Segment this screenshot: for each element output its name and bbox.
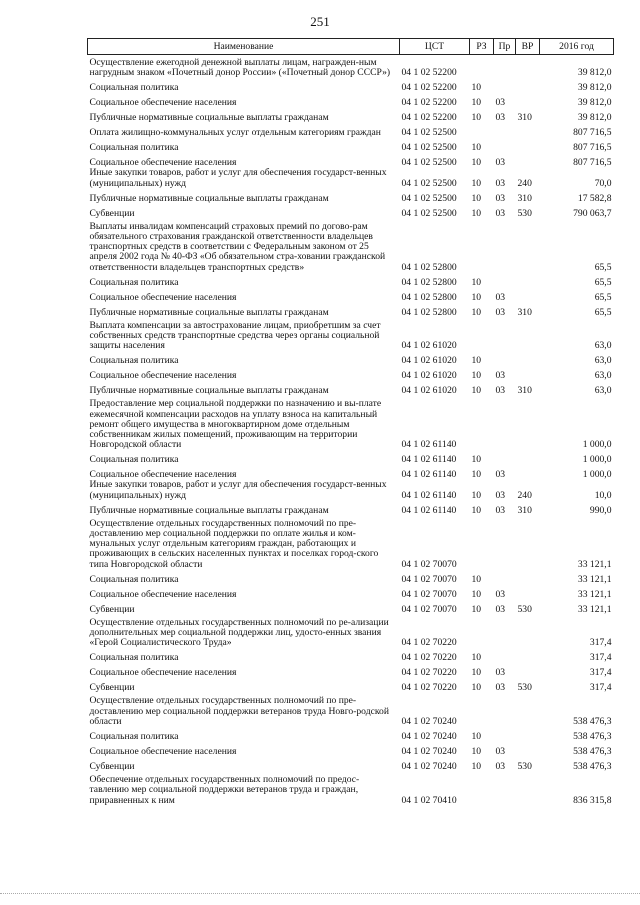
row-pr: 03: [495, 760, 506, 772]
row-pr: [494, 570, 516, 585]
row-amount: 807 716,5: [573, 142, 612, 154]
header-pr: Пр: [494, 39, 516, 55]
row-name: Социальное обеспечение населения: [89, 97, 237, 109]
row-name: Социальная политика: [89, 730, 179, 742]
budget-table: [87, 38, 614, 806]
table-row: [88, 108, 614, 123]
row-amount: 39 812,0: [577, 67, 612, 79]
row-pr: 03: [495, 370, 506, 382]
table-row: [88, 189, 614, 204]
row-vr: [516, 693, 540, 727]
row-cst: 04 1 02 52500: [401, 177, 457, 189]
row-rz: 10: [471, 588, 482, 600]
table-row: [88, 55, 614, 79]
row-amount: 63,0: [594, 385, 612, 397]
row-vr: [516, 585, 540, 600]
row-amount: 63,0: [594, 355, 612, 367]
row-rz: [470, 55, 494, 79]
row-amount: 65,5: [594, 261, 612, 273]
row-vr: 530: [517, 682, 532, 694]
row-name: Социальное обеспечение населения: [89, 157, 237, 169]
row-amount: 1 000,0: [582, 454, 612, 466]
row-rz: 10: [471, 97, 482, 109]
row-rz: [470, 123, 494, 138]
row-vr: [516, 55, 540, 79]
row-name: Иные закупки товаров, работ и услуг для обеспечения государст-венных (муниципальных) нужд: [89, 167, 387, 189]
table-row: [88, 480, 614, 500]
row-amount: 990,0: [589, 504, 612, 516]
table-header: [88, 39, 614, 55]
row-name: Выплата компенсации за автострахование лицам, приобретшим за счет собственных средств транспортные средства через органы социальной защиты населения: [89, 319, 381, 352]
row-amount: 33 121,1: [577, 588, 612, 600]
row-pr: [494, 727, 516, 742]
row-pr: 03: [495, 291, 506, 303]
row-vr: 310: [517, 385, 532, 397]
row-vr: [516, 93, 540, 108]
row-name: Публичные нормативные социальные выплаты гражданам: [89, 306, 329, 318]
row-pr: 03: [495, 112, 506, 124]
row-vr: [516, 288, 540, 303]
row-cst: 04 1 02 52800: [401, 261, 457, 273]
row-amount: 317,4: [589, 667, 612, 679]
row-rz: 10: [471, 469, 482, 481]
row-pr: [494, 55, 516, 79]
row-rz: 10: [471, 504, 482, 516]
header-vr: ВР: [516, 39, 540, 55]
row-rz: 10: [471, 489, 482, 501]
row-vr: 310: [517, 306, 532, 318]
row-cst: 04 1 02 70240: [401, 730, 457, 742]
row-rz: 10: [471, 276, 482, 288]
row-name: Субвенции: [89, 207, 135, 219]
table-row: [88, 78, 614, 93]
row-amount: 39 812,0: [577, 112, 612, 124]
row-pr: [494, 138, 516, 153]
table-row: [88, 351, 614, 366]
row-amount: 33 121,1: [577, 603, 612, 615]
row-cst: 04 1 02 70240: [401, 760, 457, 772]
row-name: Осуществление отдельных государственных полномочий по ре-ализации дополнительных мер социальной поддержки лиц, удосто-енных звания «Герой Социалистического Труда»: [89, 616, 389, 649]
row-name: Социальное обеспечение населения: [89, 370, 237, 382]
header-year: 2016 год: [540, 39, 614, 55]
row-amount: 538 476,3: [573, 730, 612, 742]
row-rz: 10: [471, 207, 482, 219]
row-vr: 530: [517, 207, 532, 219]
row-amount: 1 000,0: [582, 469, 612, 481]
table-row: [88, 648, 614, 663]
row-vr: [516, 153, 540, 168]
row-name: Социальное обеспечение населения: [89, 588, 237, 600]
row-amount: 807 716,5: [573, 157, 612, 169]
table-row: [88, 615, 614, 649]
table-row: [88, 570, 614, 585]
table-row: [88, 757, 614, 772]
row-pr: [494, 516, 516, 570]
row-vr: [516, 727, 540, 742]
header-name: Наименование: [88, 39, 400, 55]
row-cst: 04 1 02 70410: [401, 794, 457, 806]
row-vr: [516, 742, 540, 757]
row-amount: 65,5: [594, 276, 612, 288]
row-vr: 310: [517, 192, 532, 204]
row-cst: 04 1 02 61140: [401, 489, 457, 501]
row-amount: 70,0: [594, 177, 612, 189]
row-vr: 310: [517, 504, 532, 516]
row-pr: 03: [495, 489, 506, 501]
row-cst: 04 1 02 52800: [401, 276, 457, 288]
table-row: [88, 727, 614, 742]
table-row: [88, 381, 614, 396]
table-row: [88, 450, 614, 465]
row-vr: [516, 772, 540, 806]
row-rz: [470, 693, 494, 727]
row-pr: 03: [495, 504, 506, 516]
row-cst: 04 1 02 52500: [401, 192, 457, 204]
row-name: Публичные нормативные социальные выплаты гражданам: [89, 192, 329, 204]
row-pr: [494, 78, 516, 93]
row-cst: 04 1 02 61020: [401, 385, 457, 397]
row-cst: 04 1 02 52500: [401, 157, 457, 169]
table-row: [88, 168, 614, 188]
row-amount: 39 812,0: [577, 82, 612, 94]
row-rz: [470, 516, 494, 570]
row-cst: 04 1 02 52500: [401, 142, 457, 154]
row-pr: 03: [495, 306, 506, 318]
row-cst: 04 1 02 61140: [401, 504, 457, 516]
row-vr: [516, 516, 540, 570]
row-name: Осуществление отдельных государственных полномочий по пре-доставлению мер социальной поддержки ветеранов труда Новго-родской области: [89, 695, 389, 727]
row-amount: 63,0: [594, 370, 612, 382]
row-rz: [470, 396, 494, 450]
row-name: Иные закупки товаров, работ и услуг для обеспечения государст-венных (муниципальных) нужд: [89, 479, 387, 501]
table-row: [88, 516, 614, 570]
row-rz: 10: [471, 157, 482, 169]
row-rz: 10: [471, 82, 482, 94]
header-rz: РЗ: [470, 39, 494, 55]
table-row: [88, 123, 614, 138]
row-rz: [470, 219, 494, 273]
row-vr: [516, 450, 540, 465]
row-vr: [516, 351, 540, 366]
table-row: [88, 772, 614, 806]
table-row: [88, 303, 614, 318]
row-name: Социальное обеспечение населения: [89, 667, 237, 679]
row-amount: 65,5: [594, 306, 612, 318]
table-row: [88, 204, 614, 219]
row-pr: 03: [495, 207, 506, 219]
row-pr: 03: [495, 682, 506, 694]
row-pr: [494, 219, 516, 273]
row-cst: 04 1 02 52800: [401, 291, 457, 303]
table-row: [88, 273, 614, 288]
row-name: Социальная политика: [89, 276, 179, 288]
table-row: [88, 663, 614, 678]
row-cst: 04 1 02 70220: [401, 637, 457, 649]
row-amount: 10,0: [594, 489, 612, 501]
row-cst: 04 1 02 52200: [401, 112, 457, 124]
row-rz: 10: [471, 760, 482, 772]
row-amount: 790 063,7: [573, 207, 612, 219]
row-cst: 04 1 02 61020: [401, 355, 457, 367]
row-rz: 10: [471, 730, 482, 742]
row-amount: 538 476,3: [573, 760, 612, 772]
row-name: Оплата жилищно-коммунальных услуг отдельным категориям граждан: [89, 127, 381, 139]
row-vr: [516, 615, 540, 649]
table-row: [88, 93, 614, 108]
row-amount: 33 121,1: [577, 558, 612, 570]
row-rz: 10: [471, 385, 482, 397]
page-bottom-edge: [0, 893, 640, 895]
row-cst: 04 1 02 52200: [401, 82, 457, 94]
row-pr: 03: [495, 469, 506, 481]
row-pr: 03: [495, 667, 506, 679]
row-rz: 10: [471, 667, 482, 679]
row-pr: [494, 351, 516, 366]
row-name: Публичные нормативные социальные выплаты гражданам: [89, 385, 329, 397]
row-name: Предоставление мер социальной поддержки по назначению и вы-плате ежемесячной компенсации расходов на уплату взноса на капитальный ремонт общего имущества в многоквартирном доме отдельным собственникам жилых помещений, проживающим на территории Новгородской области: [89, 398, 382, 451]
row-rz: [470, 318, 494, 352]
row-vr: [516, 138, 540, 153]
row-vr: [516, 648, 540, 663]
row-rz: 10: [471, 370, 482, 382]
row-name: Обеспечение отдельных государственных полномочий по предос-тавлению мер социальной поддержки ветеранов труда и граждан, приравненных к ним: [89, 774, 360, 806]
row-amount: 17 582,8: [577, 192, 612, 204]
row-pr: [494, 648, 516, 663]
row-vr: 310: [517, 112, 532, 124]
row-pr: 03: [495, 385, 506, 397]
row-pr: [494, 450, 516, 465]
row-vr: [516, 465, 540, 480]
row-rz: 10: [471, 355, 482, 367]
row-vr: 240: [517, 489, 532, 501]
row-vr: [516, 78, 540, 93]
row-vr: [516, 366, 540, 381]
table-row: [88, 585, 614, 600]
row-rz: 10: [471, 454, 482, 466]
row-pr: [494, 693, 516, 727]
row-cst: 04 1 02 70070: [401, 588, 457, 600]
page-number: 251: [310, 14, 330, 29]
row-amount: 1 000,0: [582, 439, 612, 451]
row-vr: 530: [517, 603, 532, 615]
row-cst: 04 1 02 61140: [401, 439, 457, 451]
row-name: Социальная политика: [89, 142, 179, 154]
row-pr: [494, 123, 516, 138]
table-row: [88, 219, 614, 273]
row-pr: 03: [495, 745, 506, 757]
row-rz: [470, 615, 494, 649]
row-vr: [516, 663, 540, 678]
row-cst: 04 1 02 61140: [401, 454, 457, 466]
row-pr: 03: [495, 192, 506, 204]
row-amount: 33 121,1: [577, 573, 612, 585]
row-name: Осуществление отдельных государственных полномочий по пре-доставлению мер социальной поддержки по оплате жилья и ком-мунальных услуг отдельным категориям граждан, работающих и проживающих в сельских населенных пунктах и поселках город-ского типа Новгородской области: [89, 517, 379, 570]
row-pr: 03: [495, 603, 506, 615]
row-rz: 10: [471, 291, 482, 303]
table-row: [88, 693, 614, 727]
row-amount: 538 476,3: [573, 745, 612, 757]
table-body: [88, 55, 614, 806]
row-cst: 04 1 02 52200: [401, 67, 457, 79]
row-cst: 04 1 02 61020: [401, 340, 457, 352]
table-row: [88, 288, 614, 303]
row-vr: [516, 396, 540, 450]
table-row: [88, 678, 614, 693]
row-cst: 04 1 02 70070: [401, 558, 457, 570]
row-pr: [494, 396, 516, 450]
row-cst: 04 1 02 70220: [401, 682, 457, 694]
row-amount: 317,4: [589, 637, 612, 649]
row-rz: 10: [471, 573, 482, 585]
row-name: Социальное обеспечение населения: [89, 745, 237, 757]
row-rz: 10: [471, 652, 482, 664]
table-row: [88, 366, 614, 381]
row-amount: 538 476,3: [573, 715, 612, 727]
table-row: [88, 742, 614, 757]
row-amount: 836 315,8: [573, 794, 612, 806]
row-cst: 04 1 02 70070: [401, 603, 457, 615]
row-amount: 317,4: [589, 682, 612, 694]
row-vr: 530: [517, 760, 532, 772]
row-amount: 65,5: [594, 291, 612, 303]
table-row: [88, 138, 614, 153]
row-name: Публичные нормативные социальные выплаты гражданам: [89, 504, 329, 516]
row-cst: 04 1 02 70220: [401, 652, 457, 664]
row-pr: [494, 772, 516, 806]
row-name: Публичные нормативные социальные выплаты гражданам: [89, 112, 329, 124]
row-rz: 10: [471, 306, 482, 318]
row-rz: 10: [471, 177, 482, 189]
row-cst: 04 1 02 70240: [401, 745, 457, 757]
row-cst: 04 1 02 61020: [401, 370, 457, 382]
row-vr: [516, 273, 540, 288]
row-rz: 10: [471, 745, 482, 757]
row-pr: 03: [495, 97, 506, 109]
table-row: [88, 501, 614, 516]
row-pr: [494, 615, 516, 649]
row-pr: 03: [495, 588, 506, 600]
row-name: Социальная политика: [89, 355, 179, 367]
row-cst: 04 1 02 70220: [401, 667, 457, 679]
row-name: Субвенции: [89, 603, 135, 615]
row-name: Субвенции: [89, 682, 135, 694]
row-rz: 10: [471, 603, 482, 615]
row-vr: [516, 123, 540, 138]
row-name: Выплаты инвалидам компенсаций страховых премий по догово-рам обязательного страхования гражданской ответственности владельцев транспортных средств в соответствии с Федеральным законом от 25 апреля 2002 года № 40-ФЗ «Об обязательном стра-ховании гражданской ответственности владельцев транспортных средств»: [89, 220, 386, 273]
row-pr: [494, 273, 516, 288]
row-name: Социальное обеспечение населения: [89, 469, 237, 481]
row-cst: 04 1 02 61140: [401, 469, 457, 481]
row-pr: 03: [495, 157, 506, 169]
row-rz: 10: [471, 192, 482, 204]
row-cst: 04 1 02 52800: [401, 306, 457, 318]
row-cst: 04 1 02 52500: [401, 207, 457, 219]
row-amount: 63,0: [594, 340, 612, 352]
row-name: Социальное обеспечение населения: [89, 291, 237, 303]
row-vr: [516, 318, 540, 352]
table-row: [88, 318, 614, 352]
header-cst: ЦСТ: [400, 39, 470, 55]
row-name: Социальная политика: [89, 652, 179, 664]
row-rz: 10: [471, 682, 482, 694]
row-cst: 04 1 02 52500: [401, 127, 457, 139]
row-name: Осуществление ежегодной денежной выплаты лицам, награжден-ным нагрудным знаком «Почетный донор России» («Почетный донор СССР»): [89, 57, 391, 79]
row-rz: 10: [471, 142, 482, 154]
row-amount: 39 812,0: [577, 97, 612, 109]
row-vr: [516, 219, 540, 273]
row-amount: 807 716,5: [573, 127, 612, 139]
table-row: [88, 396, 614, 450]
row-name: Социальная политика: [89, 454, 179, 466]
table-row: [88, 465, 614, 480]
row-vr: 240: [517, 177, 532, 189]
row-cst: 04 1 02 52200: [401, 97, 457, 109]
table-row: [88, 153, 614, 168]
row-rz: [470, 772, 494, 806]
table-row: [88, 600, 614, 615]
row-vr: [516, 570, 540, 585]
row-rz: 10: [471, 112, 482, 124]
row-amount: 317,4: [589, 652, 612, 664]
row-cst: 04 1 02 70240: [401, 715, 457, 727]
row-name: Социальная политика: [89, 82, 179, 94]
row-pr: [494, 318, 516, 352]
row-name: Социальная политика: [89, 573, 179, 585]
row-pr: 03: [495, 177, 506, 189]
row-cst: 04 1 02 70070: [401, 573, 457, 585]
row-name: Субвенции: [89, 760, 135, 772]
